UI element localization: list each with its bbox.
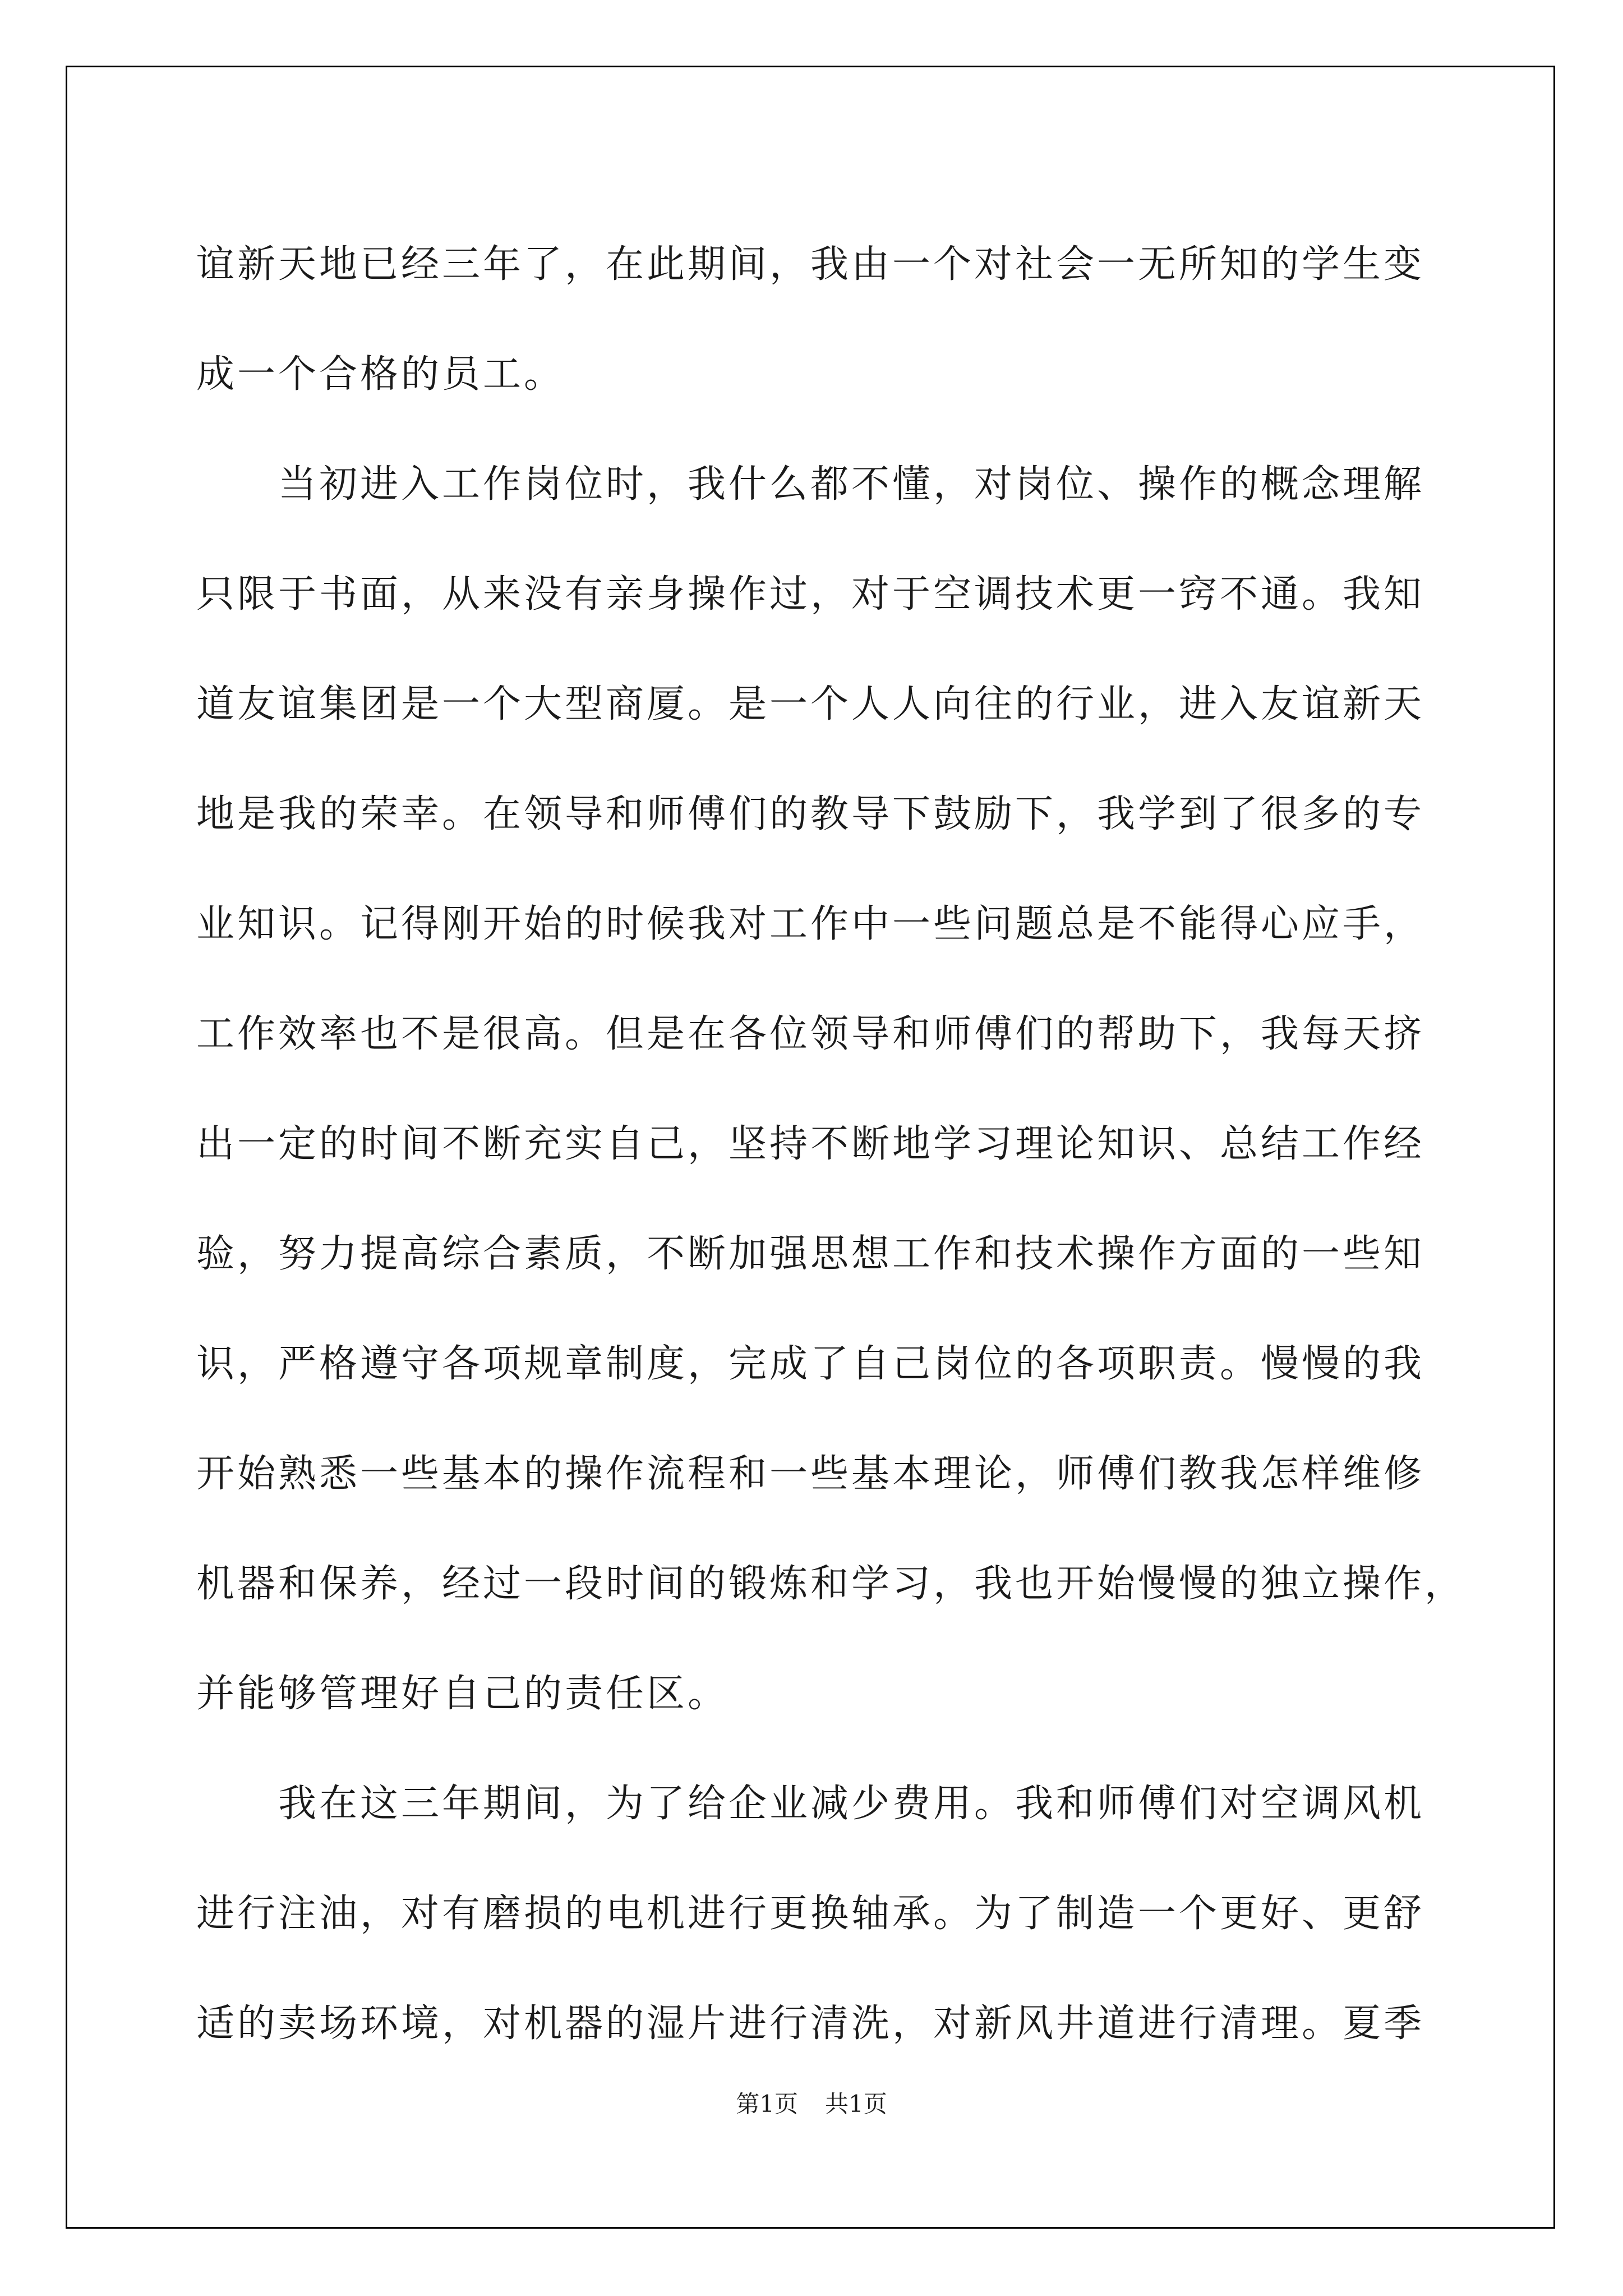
text-line: 谊新天地已经三年了，在此期间，我由一个对社会一无所知的学生变 (196, 242, 1425, 287)
page-footer (0, 2086, 1623, 2119)
paragraph-start-line: 我在这三年期间，为了给企业减少费用。我和师傅们对空调风机 (278, 1782, 1425, 1826)
text-line: 地是我的荣幸。在领导和师傅们的教导下鼓励下，我学到了很多的专 (196, 792, 1425, 836)
text-line: 出一定的时间不断充实自己，坚持不断地学习理论知识、总结工作经 (196, 1122, 1425, 1166)
text-line: 识，严格遵守各项规章制度，完成了自己岗位的各项职责。慢慢的我 (196, 1342, 1425, 1386)
text-line: 道友谊集团是一个大型商厦。是一个人人向往的行业，进入友谊新天 (196, 682, 1425, 726)
text-line: 成一个合格的员工。 (196, 352, 565, 397)
text-line: 适的卖场环境，对机器的湿片进行清洗，对新风井道进行清理。夏季 (196, 2001, 1425, 2046)
text-line: 机器和保养，经过一段时间的锻炼和学习，我也开始慢慢的独立操作， (196, 1562, 1466, 1606)
document-body (196, 210, 1466, 2079)
text-line: 业知识。记得刚开始的时候我对工作中一些问题总是不能得心应手， (196, 902, 1425, 946)
text-line: 只限于书面，从来没有亲身操作过，对于空调技术更一窍不通。我知 (196, 572, 1425, 616)
text-line: 工作效率也不是很高。但是在各位领导和师傅们的帮助下，我每天挤 (196, 1012, 1425, 1056)
text-line: 开始熟悉一些基本的操作流程和一些基本理论，师傅们教我怎样维修 (196, 1452, 1425, 1496)
page-total: 共1页 (825, 2090, 887, 2118)
text-line: 进行注油，对有磨损的电机进行更换轴承。为了制造一个更好、更舒 (196, 1892, 1425, 1936)
text-line: 并能够管理好自己的责任区。 (196, 1672, 729, 1716)
paragraph-start-line: 当初进入工作岗位时，我什么都不懂，对岗位、操作的概念理解 (278, 462, 1425, 507)
page-number: 第1页 (736, 2090, 798, 2118)
text-line: 验，努力提高综合素质，不断加强思想工作和技术操作方面的一些知 (196, 1232, 1425, 1276)
